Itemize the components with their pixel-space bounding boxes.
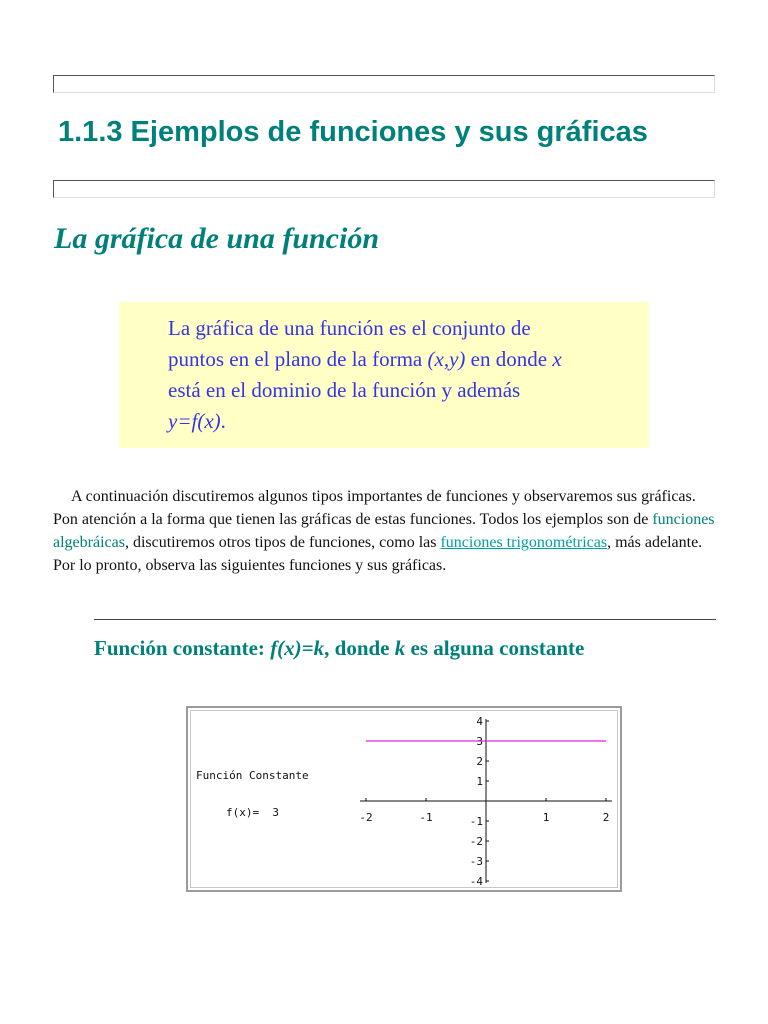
graph-title-label: Función Constante [196,769,309,782]
top-rule [53,75,715,93]
page-title: 1.1.3 Ejemplos de funciones y sus gráficas [58,116,648,148]
definition-equation: y=f(x) [168,409,221,433]
definition-text: en donde [465,347,553,371]
y-tick-label: -3 [469,855,483,868]
section-title-text: , donde [324,636,395,660]
constant-function-graph [186,706,622,892]
paragraph-text: , más adelante. Por lo pronto, observa las siguientes funciones y sus gráficas. [53,534,703,574]
y-tick-label: 2 [476,755,483,768]
y-tick-label: 1 [476,775,483,788]
chart-plot [188,708,620,890]
definition-variable: x [552,347,562,371]
section-constant: k [394,636,406,660]
section-divider [94,619,716,620]
y-tick-label: -2 [469,835,483,848]
definition-line-1: La gráfica de una función es el conjunto de [168,316,531,340]
definition-period: . [220,409,226,433]
graph-formula-label: f(x)= 3 [226,806,279,819]
section-formula: f(x)=k [270,636,325,660]
constant-function-title [94,636,584,661]
definition-line-2 [168,344,649,375]
paragraph-text: , discutiremos otros tipos de funciones, como las [124,534,441,551]
y-tick-label: -1 [469,815,483,828]
definition-box [119,302,649,448]
section-title-text: Función constante: [94,636,271,660]
definition-pair: (x,y) [427,347,466,371]
definition-line-4 [168,406,649,437]
definition-text: puntos en el plano de la forma [168,347,428,371]
section-title-text: es alguna constante [405,636,585,660]
definition-line-3: está en el dominio de la función y además [168,378,521,402]
x-tick-label: 1 [542,811,550,824]
x-tick-label: -1 [419,811,433,824]
y-tick-label: -4 [469,875,483,888]
x-tick-label: -2 [359,811,373,824]
y-tick-label: 4 [476,715,483,728]
link-funciones-algebraicas[interactable]: funciones algebráicas [53,511,715,551]
link-funciones-trigonometricas[interactable]: funciones trigonométricas [440,534,608,551]
y-tick-label: 3 [476,735,483,748]
title-rule [53,180,715,198]
section-subtitle: La gráfica de una función [54,222,380,255]
paragraph-text: A continuación discutiremos algunos tipos importantes de funciones y observaremos sus gráficas. Pon atención a la forma que tienen las gráficas de estas funciones. Todos los ejemplos son de [53,488,696,528]
x-tick-label: 2 [602,811,610,824]
intro-paragraph [53,485,719,577]
